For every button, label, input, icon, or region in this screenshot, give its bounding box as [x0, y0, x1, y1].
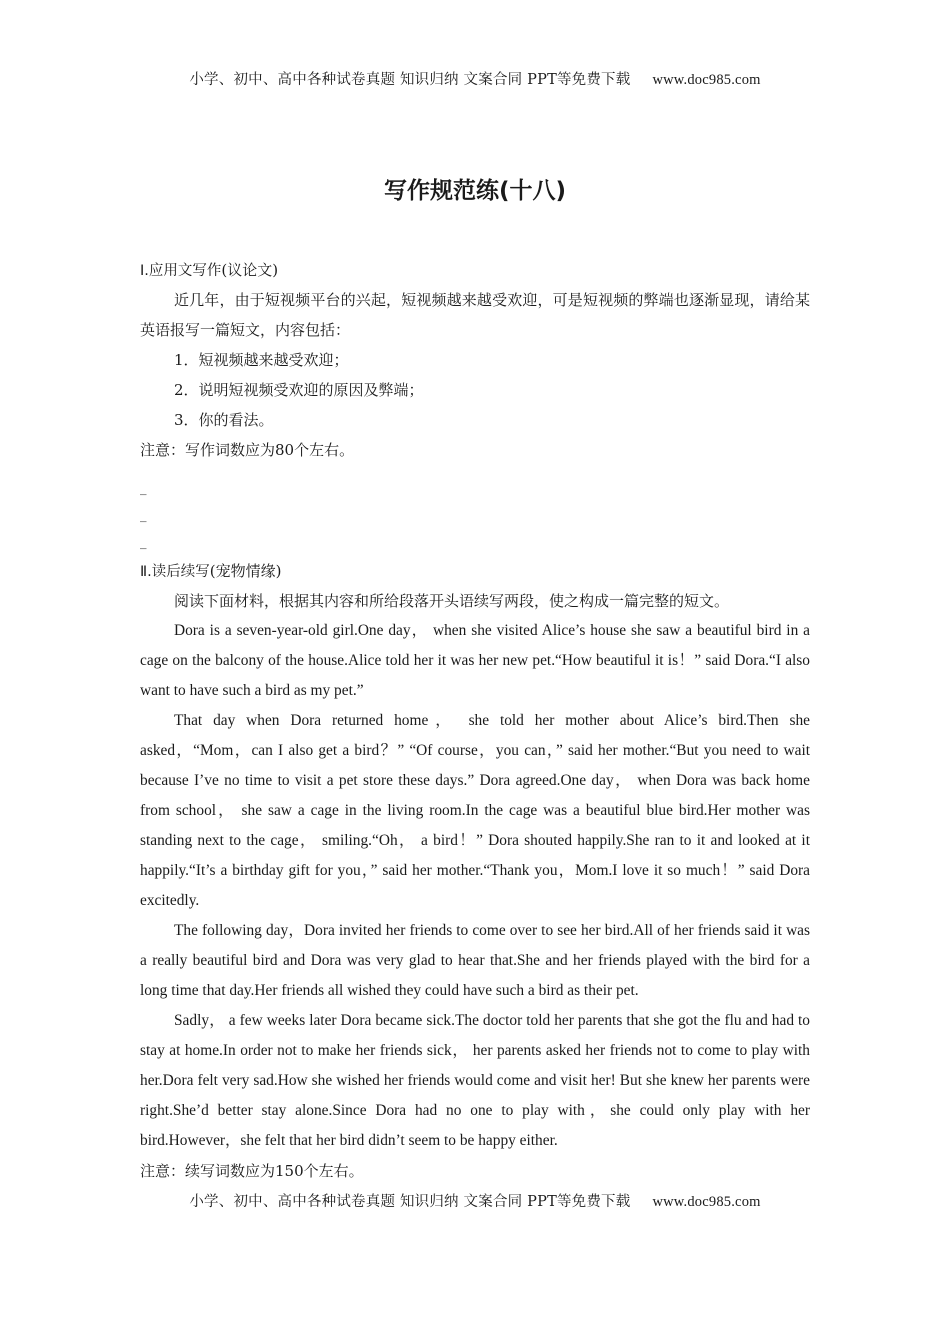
- section2-heading: [140, 556, 810, 586]
- page-footer: [0, 1190, 950, 1211]
- document-body: [140, 255, 810, 1186]
- section2-label: Ⅱ.读后续写: [140, 564, 210, 580]
- answer-blank-line: _: [140, 535, 147, 550]
- story-paragraph: Dora is a seven-year-old girl.One day， when she visited Alice’s house she saw a beautiful bird in a cage on the balcony of the house.Alice told her it was her new pet.“How beautiful it is！” said Dora.“I also want to have such a bird as my pet.”: [140, 622, 810, 699]
- header-text: 小学、初中、高中各种试卷真题 知识归纳 文案合同 PPT等免费下载: [189, 72, 631, 88]
- story-paragraph: Sadly， a few weeks later Dora became sick.The doctor told her parents that she got the flu and had to stay at home.In order not to make her friends sick， her parents asked her friends not to come to play with her.Dora felt very sad.How she wished her friends would come and visit her! But she knew her parents were right.She’d better stay alone.Since Dora had no one to play with，she could only play with her bird.However，she felt that her bird didn’t seem to be happy either.: [140, 1012, 810, 1149]
- section1-heading: [140, 255, 810, 285]
- section2-instruction: 阅读下面材料，根据其内容和所给段落开头语续写两段，使之构成一篇完整的短文。: [174, 592, 730, 610]
- header-site-link[interactable]: www.doc985.com: [652, 72, 761, 88]
- section2-type: (宠物情缘): [209, 562, 282, 580]
- story-paragraph: That day when Dora returned home， she told her mother about Alice’s bird.Then she asked，“Mom，can I also get a bird？” “Of course，you can，” said her mother.“But you need to wait because I’ve no time to visit a pet store these days.” Dora agreed.One day， when Dora was back home from school， she saw a cage in the living room.In the cage was a beautiful blue bird.Her mother was standing next to the cage， smiling.“Oh， a bird！” Dora shouted happily.She ran to it and looked at it happily.“It’s a birthday gift for you，” said her mother.“Thank you，Mom.I love it so much！” said Dora excitedly.: [140, 712, 810, 909]
- section1-note: 注意：写作词数应为80个左右。: [140, 441, 355, 459]
- section2-note: 注意：续写词数应为150个左右。: [140, 1162, 364, 1180]
- page-header: [0, 68, 950, 89]
- section1-item: 1．短视频越来越受欢迎；: [174, 351, 349, 369]
- section1-prompt: 近几年，由于短视频平台的兴起，短视频越来越受欢迎，可是短视频的弊端也逐渐显现，请给某英语报写一篇短文，内容包括：: [140, 291, 810, 339]
- story-paragraph: The following day，Dora invited her friends to come over to see her bird.All of her friends said it was a really beautiful bird and Dora was very glad to hear that.She and her friends played with the bird for a long time that day.Her friends all wished they could have such a bird as their pet.: [140, 922, 810, 999]
- page-title: 写作规范练(十八): [383, 178, 567, 204]
- footer-site-link[interactable]: www.doc985.com: [652, 1194, 761, 1210]
- answer-blank-line: _: [140, 481, 147, 496]
- section1-type: (议论文): [221, 261, 279, 279]
- section1-item: 2．说明短视频受欢迎的原因及弊端；: [174, 381, 424, 399]
- answer-blank-line: _: [140, 508, 147, 523]
- footer-text: 小学、初中、高中各种试卷真题 知识归纳 文案合同 PPT等免费下载: [189, 1194, 631, 1210]
- section1-item: 3．你的看法。: [174, 411, 274, 429]
- section1-label: Ⅰ.应用文写作: [140, 263, 222, 279]
